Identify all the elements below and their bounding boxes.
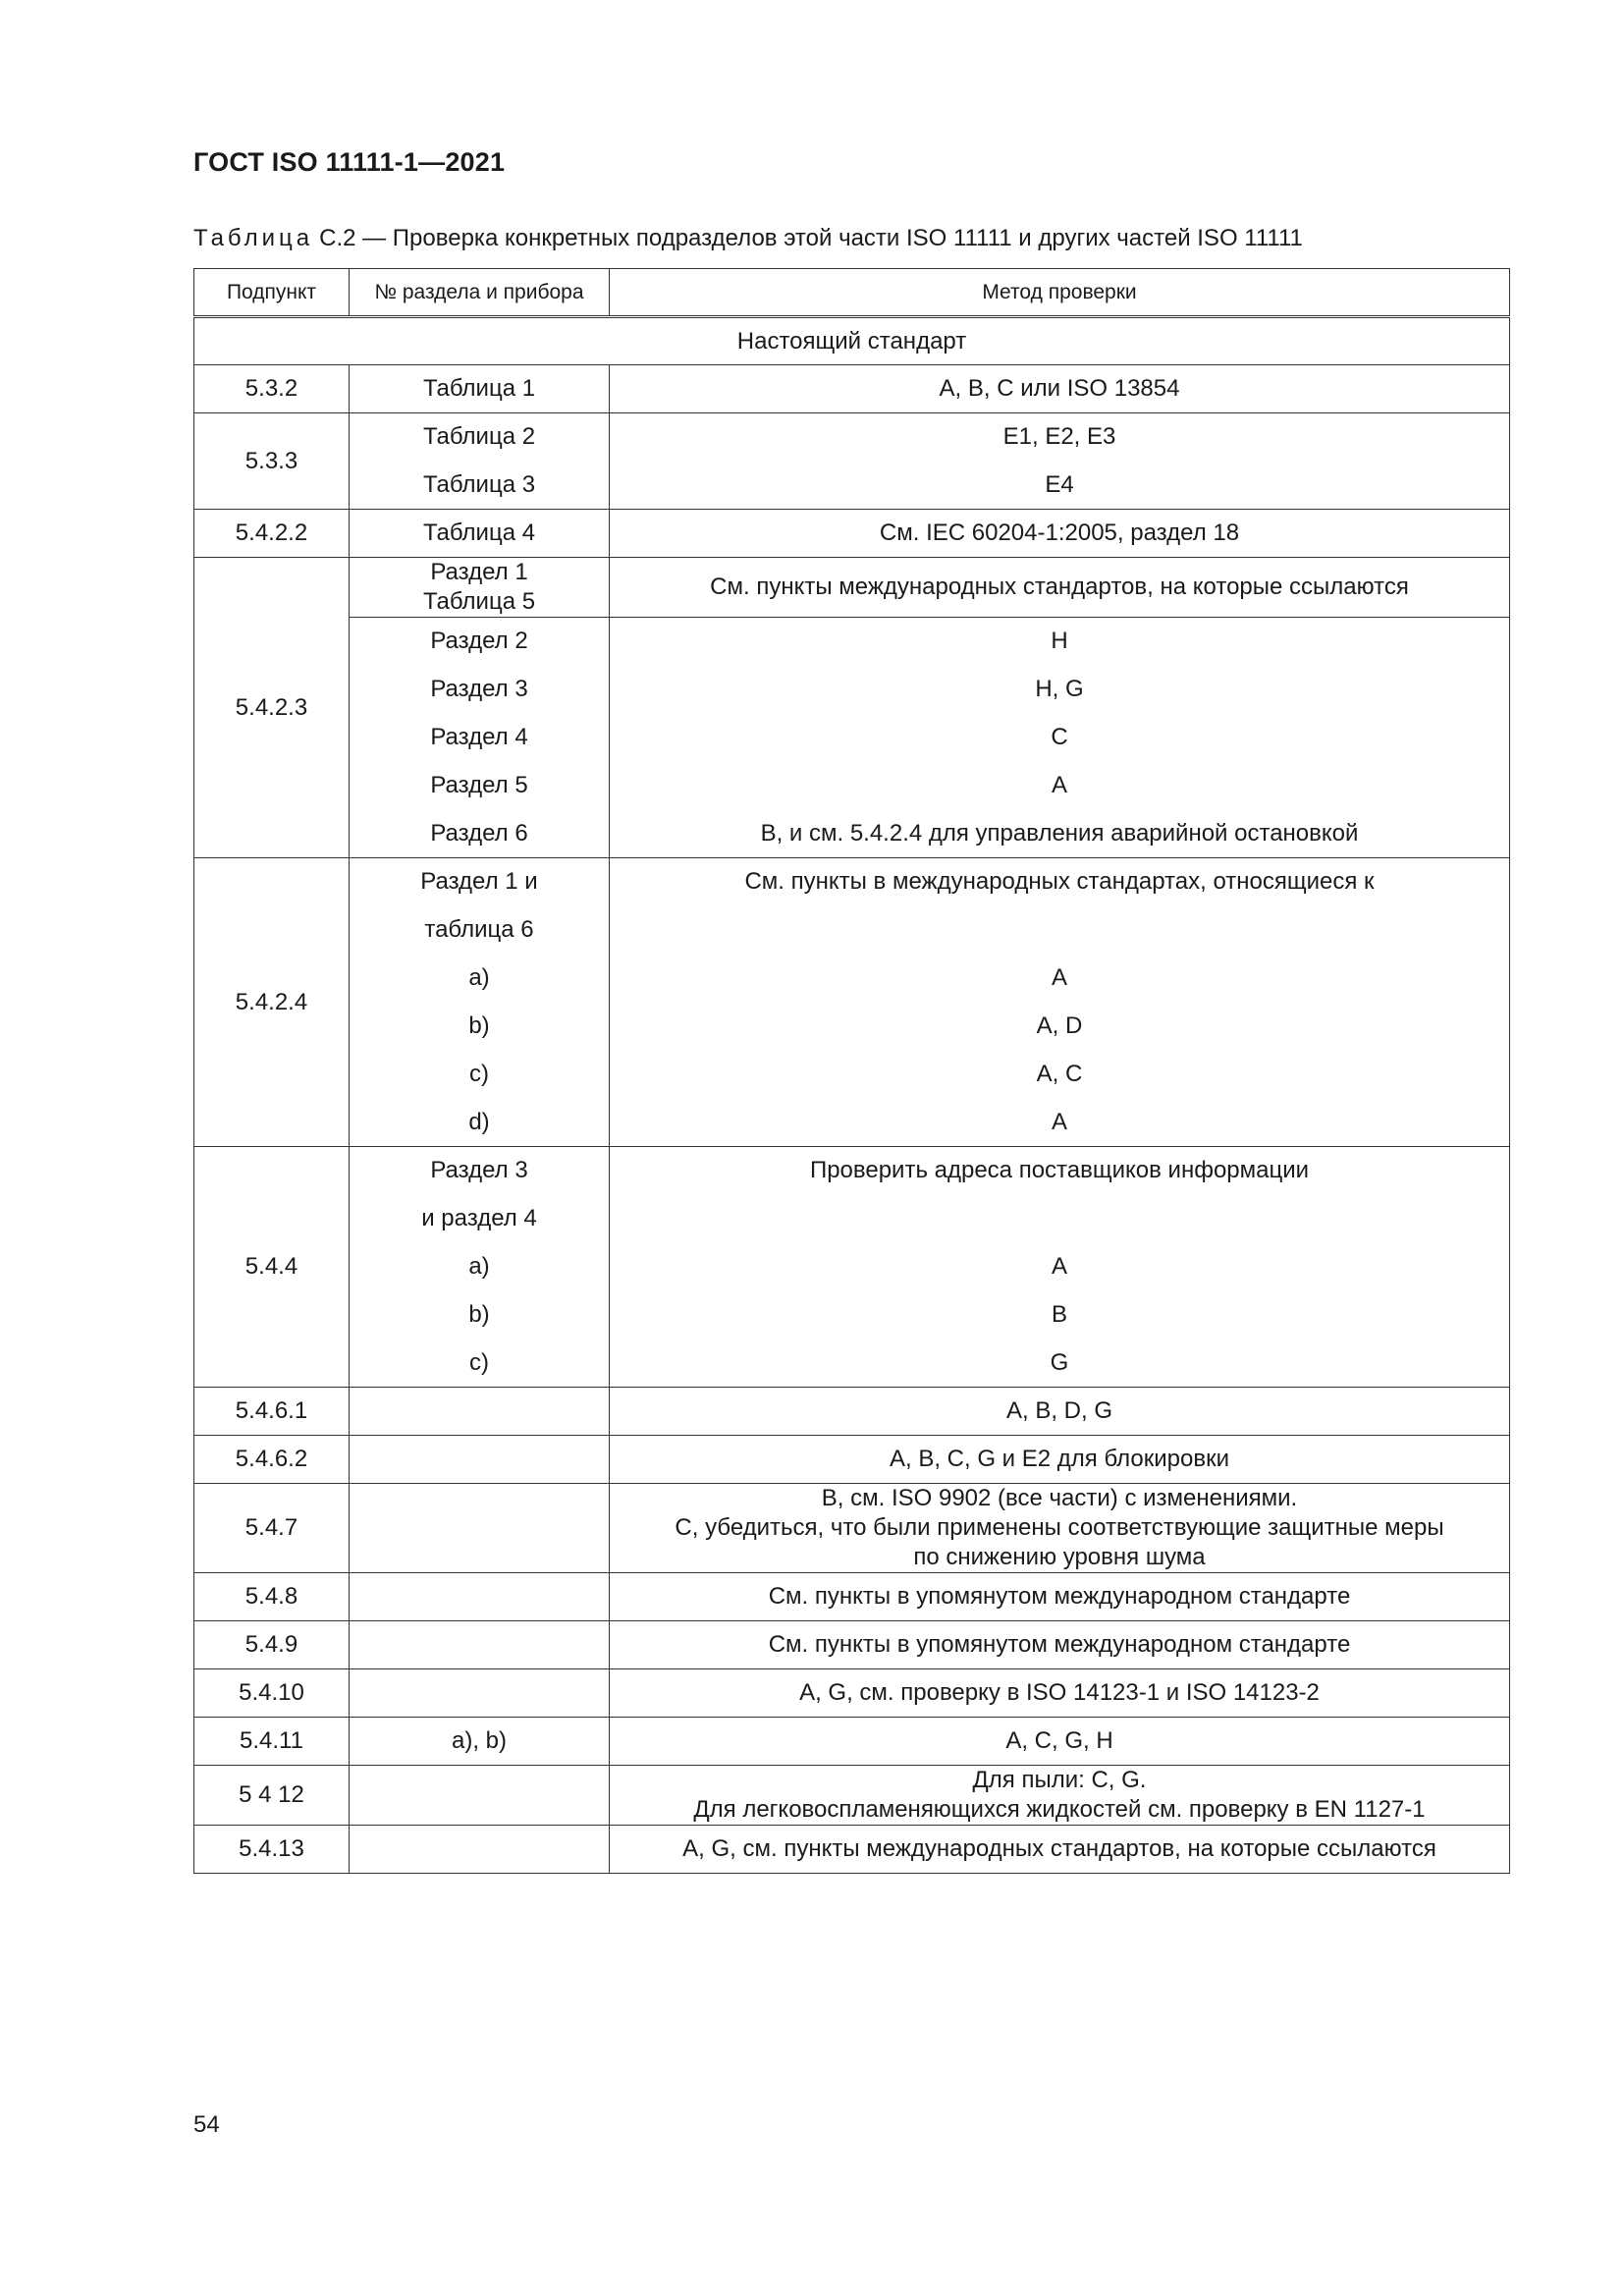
table-row	[194, 1766, 1510, 1826]
table-subrow	[194, 462, 1510, 510]
table-row	[194, 1388, 1510, 1436]
method-cell: E1, E2, E3	[610, 413, 1510, 462]
header-section: № раздела и прибора	[350, 269, 610, 317]
section-cell: b)	[350, 1291, 610, 1339]
table-row	[194, 1573, 1510, 1621]
section-cell: Раздел 6	[350, 810, 610, 858]
subclause-cell: 5.4.6.2	[194, 1436, 350, 1484]
section-cell: Раздел 3	[350, 666, 610, 714]
document-header: ГОСТ ISO 11111-1—2021	[193, 147, 506, 177]
method-cell: C	[610, 714, 1510, 762]
section-cell: b)	[350, 1003, 610, 1051]
table-subrow	[194, 1339, 1510, 1388]
method-cell: См. IEC 60204-1:2005, раздел 18	[610, 510, 1510, 558]
section-cell	[350, 1669, 610, 1718]
table-row	[194, 1621, 1510, 1669]
method-cell: A, B, C, G и E2 для блокировки	[610, 1436, 1510, 1484]
subclause-cell: 5.4.2.3	[194, 558, 350, 858]
table-subrow	[194, 762, 1510, 810]
section-cell: Раздел 1 и	[350, 858, 610, 906]
section-cell	[350, 1388, 610, 1436]
subclause-cell: 5.4.7	[194, 1484, 350, 1573]
table-subrow	[194, 810, 1510, 858]
section-cell: и раздел 4	[350, 1195, 610, 1243]
method-cell: G	[610, 1339, 1510, 1388]
section-cell: Таблица 2	[350, 413, 610, 462]
method-cell: См. пункты международных стандартов, на которые ссылаются	[610, 558, 1510, 618]
subclause-cell: 5 4 12	[194, 1766, 350, 1826]
table-subrow	[194, 666, 1510, 714]
method-cell: H	[610, 618, 1510, 666]
method-line: по снижению уровня шума	[913, 1544, 1206, 1570]
method-line: C, убедиться, что были применены соответствующие защитные меры	[675, 1514, 1444, 1541]
section-cell: c)	[350, 1051, 610, 1099]
section-cell: c)	[350, 1339, 610, 1388]
method-cell	[610, 1195, 1510, 1243]
section-cell: Таблица 4	[350, 510, 610, 558]
section-cell: Раздел 3	[350, 1147, 610, 1195]
table-subrow	[194, 955, 1510, 1003]
method-line: Для пыли: C, G.	[972, 1767, 1147, 1793]
method-cell: A	[610, 955, 1510, 1003]
table-row	[194, 558, 1510, 618]
subclause-cell: 5.4.8	[194, 1573, 350, 1621]
header-method: Метод проверки	[610, 269, 1510, 317]
section-title-row	[194, 317, 1510, 365]
method-cell: A	[610, 1243, 1510, 1291]
method-cell: A, D	[610, 1003, 1510, 1051]
section-cell: Раздел 5	[350, 762, 610, 810]
subclause-cell: 5.3.2	[194, 365, 350, 413]
method-cell: A	[610, 1099, 1510, 1147]
section-cell: Раздел 2	[350, 618, 610, 666]
table-subrow	[194, 618, 1510, 666]
table-header-row	[194, 269, 1510, 317]
table-subrow	[194, 1003, 1510, 1051]
table-subrow	[194, 1051, 1510, 1099]
section-cell	[350, 1436, 610, 1484]
method-cell: A, C	[610, 1051, 1510, 1099]
table-subrow	[194, 714, 1510, 762]
section-cell	[350, 1621, 610, 1669]
section-cell: Таблица 3	[350, 462, 610, 510]
table-row	[194, 510, 1510, 558]
section-cell: Раздел 4	[350, 714, 610, 762]
method-cell	[610, 1484, 1510, 1573]
section-cell: a), b)	[350, 1718, 610, 1766]
table-row	[194, 413, 1510, 462]
table-subrow	[194, 1291, 1510, 1339]
method-cell	[610, 906, 1510, 955]
method-cell: A	[610, 762, 1510, 810]
table-subrow	[194, 1243, 1510, 1291]
method-cell: A, C, G, H	[610, 1718, 1510, 1766]
section-line: Таблица 5	[422, 588, 536, 615]
method-line: B, см. ISO 9902 (все части) с изменениями.	[821, 1485, 1298, 1511]
method-cell: A, B, C или ISO 13854	[610, 365, 1510, 413]
table-row	[194, 1484, 1510, 1573]
method-cell: См. пункты в упомянутом международном стандарте	[610, 1573, 1510, 1621]
method-cell: A, G, см. пункты международных стандартов, на которые ссылаются	[610, 1826, 1510, 1874]
method-cell: A, B, D, G	[610, 1388, 1510, 1436]
table-row	[194, 1826, 1510, 1874]
section-cell: a)	[350, 955, 610, 1003]
section-cell: таблица 6	[350, 906, 610, 955]
subclause-cell: 5.4.2.2	[194, 510, 350, 558]
subclause-cell: 5.4.6.1	[194, 1388, 350, 1436]
section-cell: a)	[350, 1243, 610, 1291]
section-cell: d)	[350, 1099, 610, 1147]
table-row	[194, 1147, 1510, 1195]
method-cell: B, и см. 5.4.2.4 для управления аварийной остановкой	[610, 810, 1510, 858]
subclause-cell: 5.4.4	[194, 1147, 350, 1388]
method-cell: E4	[610, 462, 1510, 510]
method-cell: B	[610, 1291, 1510, 1339]
table-subrow	[194, 1195, 1510, 1243]
method-cell: H, G	[610, 666, 1510, 714]
table-subrow	[194, 906, 1510, 955]
section-cell	[350, 1766, 610, 1826]
subclause-cell: 5.4.10	[194, 1669, 350, 1718]
method-line: Для легковоспламеняющихся жидкостей см. проверку в EN 1127-1	[693, 1796, 1426, 1823]
subclause-cell: 5.4.13	[194, 1826, 350, 1874]
page-number: 54	[193, 2111, 220, 2138]
method-cell: См. пункты в упомянутом международном стандарте	[610, 1621, 1510, 1669]
table-row	[194, 365, 1510, 413]
table-caption-prefix: Таблица	[193, 225, 314, 251]
subclause-cell: 5.4.11	[194, 1718, 350, 1766]
subclause-cell: 5.3.3	[194, 413, 350, 510]
table-row	[194, 1669, 1510, 1718]
method-cell: Проверить адреса поставщиков информации	[610, 1147, 1510, 1195]
section-line: Раздел 1	[430, 559, 528, 585]
section-cell	[350, 1826, 610, 1874]
section-cell: Таблица 1	[350, 365, 610, 413]
header-subclause: Подпункт	[194, 269, 350, 317]
table-row	[194, 1436, 1510, 1484]
table-subrow	[194, 1099, 1510, 1147]
table-row	[194, 858, 1510, 906]
section-cell	[350, 1484, 610, 1573]
method-cell: См. пункты в международных стандартах, относящиеся к	[610, 858, 1510, 906]
verification-table	[193, 268, 1510, 1874]
table-caption-text: С.2 — Проверка конкретных подразделов этой части ISO 11111 и других частей ISO 11111	[319, 225, 1303, 251]
method-cell	[610, 1766, 1510, 1826]
section-title: Настоящий стандарт	[194, 317, 1510, 365]
table-caption	[193, 225, 1303, 252]
subclause-cell: 5.4.2.4	[194, 858, 350, 1147]
section-cell	[350, 1573, 610, 1621]
section-cell	[350, 558, 610, 618]
method-cell: A, G, см. проверку в ISO 14123-1 и ISO 14123-2	[610, 1669, 1510, 1718]
table-row	[194, 1718, 1510, 1766]
subclause-cell: 5.4.9	[194, 1621, 350, 1669]
